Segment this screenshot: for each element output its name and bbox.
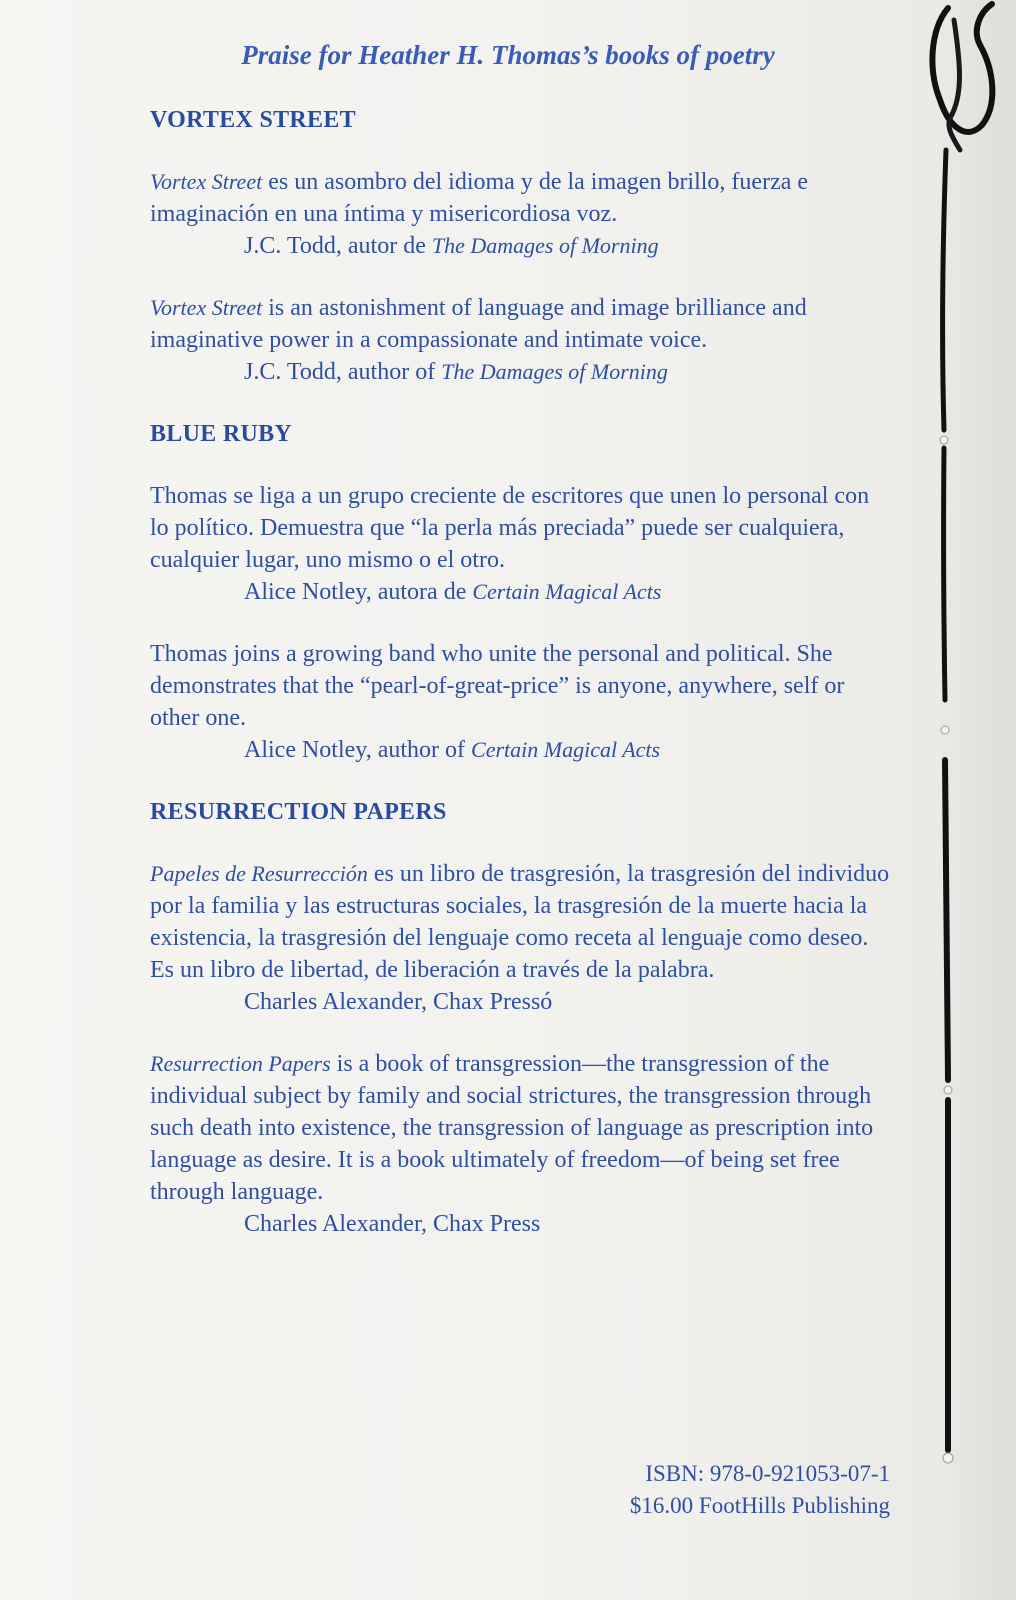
attribution-author: J.C. Todd, autor de — [244, 233, 432, 259]
stitch-hole — [940, 436, 948, 444]
attribution-author: J.C. Todd, author of — [244, 359, 442, 385]
quote-body: Thomas se liga a un grupo creciente de escritores que unen lo personal con lo político. Demuestra que “la perla más preciada” puede ser cualquiera, cualquier lugar, uno mismo o el otro. — [150, 483, 870, 573]
book-title: Vortex Street — [150, 169, 263, 194]
section-title: RESURRECTION PAPERS — [150, 799, 447, 825]
attribution-book: The Damages of Morning — [441, 359, 668, 384]
section-title: BLUE RUBY — [150, 421, 293, 447]
section-title: VORTEX STREET — [150, 107, 356, 133]
book-title: Vortex Street — [150, 295, 263, 320]
quote-text — [150, 292, 890, 356]
attribution — [150, 576, 890, 608]
attribution-book: Certain Magical Acts — [471, 737, 661, 762]
attribution — [150, 986, 890, 1018]
quote-body: is a book of transgression—the transgression of the individual subject by family and social strictures, the transgression through such death into existence, the transgression of language as prescription into language as desire. It is a book ultimately of freedom—of being set free through language. — [150, 1051, 874, 1205]
quote-text — [150, 638, 890, 734]
thread-segment — [944, 448, 945, 700]
attribution-author: Charles Alexander, Chax Pressó — [244, 989, 553, 1015]
quote-body: es un asombro del idioma y de la imagen brillo, fuerza e imaginación en una íntima y misericordiosa voz. — [150, 169, 809, 227]
quote-text — [150, 480, 890, 576]
publication-info — [630, 1458, 890, 1522]
attribution — [150, 1208, 890, 1240]
attribution — [150, 734, 890, 766]
stitch-hole — [944, 1086, 952, 1094]
quote-text — [150, 166, 890, 230]
attribution — [150, 356, 890, 388]
isbn-number: ISBN: 978-0-921053-07-1 — [645, 1461, 890, 1486]
book-title: Papeles de Resurrección — [150, 861, 368, 886]
quote-body: is an astonishment of language and image brilliance and imaginative power in a compassionate and intimate voice. — [150, 295, 807, 353]
thread-segment — [945, 760, 948, 1080]
quote-text — [150, 858, 890, 986]
thread-segment — [947, 1100, 948, 1450]
stitched-binding-thread — [920, 0, 1016, 1600]
thread-knot — [932, 4, 992, 132]
stitch-hole — [943, 1453, 953, 1463]
attribution-author: Charles Alexander, Chax Press — [244, 1211, 541, 1237]
price-publisher: $16.00 FootHills Publishing — [629, 1493, 890, 1518]
attribution-author: Alice Notley, author of — [244, 737, 472, 763]
stitch-hole — [941, 726, 949, 734]
attribution — [150, 230, 890, 262]
book-title: Resurrection Papers — [150, 1051, 331, 1076]
quote-text — [150, 1048, 890, 1208]
thread-segment — [943, 150, 946, 430]
section-resurrection-papers — [150, 796, 890, 1240]
quote-body: Thomas joins a growing band who unite the personal and political. She demonstrates that the “pearl-of-great-price” is anyone, anywhere, self or other one. — [150, 641, 845, 731]
section-vortex-street — [150, 104, 890, 388]
attribution-author: Alice Notley, autora de — [244, 579, 473, 605]
quote-body: es un libro de trasgresión, la trasgresión del individuo por la familia y las estructuras sociales, la trasgresión de la muerte hacia la existencia, la trasgresión del lenguaje como receta al lenguaje como deseo. Es un libro de libertad, de liberación a través de la palabra. — [150, 861, 890, 983]
section-blue-ruby — [150, 418, 890, 766]
attribution-book: The Damages of Morning — [431, 233, 659, 258]
attribution-book: Certain Magical Acts — [472, 579, 662, 604]
page-header: Praise for Heather H. Thomas’s books of poetry — [241, 40, 775, 70]
praise-content — [150, 104, 890, 1270]
